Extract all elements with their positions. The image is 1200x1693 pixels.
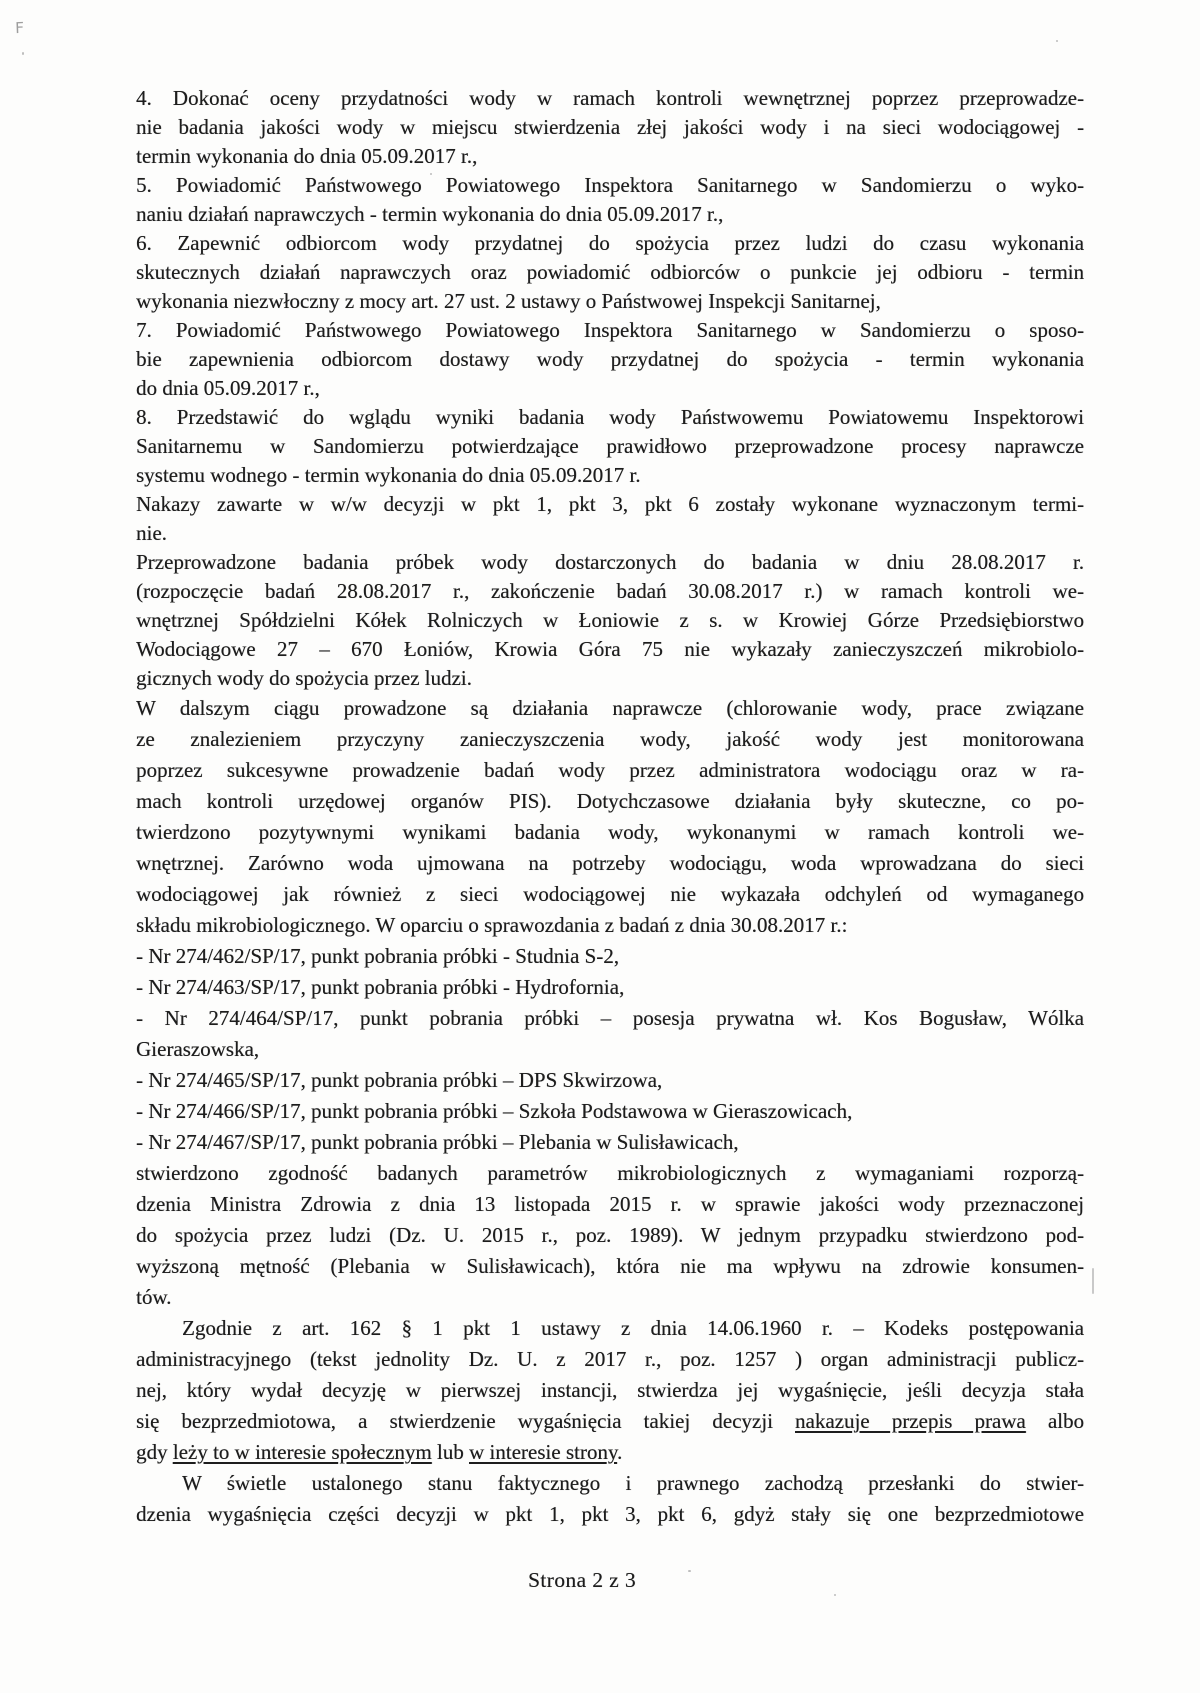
text-line-45 xyxy=(136,1406,1084,1437)
text-segment: W dalszym ciągu prowadzone są działania naprawcze (chlorowanie wody, prace związane xyxy=(136,696,1084,720)
text-line-21 xyxy=(136,664,1084,693)
scan-speck xyxy=(1092,1268,1094,1294)
text-segment: bie zapewnienia odbiorcom dostawy wody przydatnej do spożycia - termin wykonania xyxy=(136,347,1084,371)
text-line-13 xyxy=(136,432,1084,461)
text-segment: Zgodnie z art. 162 § 1 pkt 1 ustawy z dnia 14.06.1960 r. – Kodeks postępowania xyxy=(182,1316,1084,1340)
text-segment: - Nr 274/464/SP/17, punkt pobrania próbki – posesja prywatna wł. Kos Bogusław, Wólka xyxy=(136,1006,1084,1030)
text-line-36 xyxy=(136,1127,1084,1158)
text-segment: skutecznych działań naprawczych oraz powiadomić odbiorców o punkcie jej odbioru - termin xyxy=(136,260,1084,284)
scan-speck xyxy=(22,52,24,55)
text-line-25 xyxy=(136,786,1084,817)
text-segment: do dnia 05.09.2017 r., xyxy=(136,376,320,400)
text-line-27 xyxy=(136,848,1084,879)
text-line-28 xyxy=(136,879,1084,910)
text-line-17 xyxy=(136,548,1084,577)
text-line-38 xyxy=(136,1189,1084,1220)
text-segment: lub xyxy=(431,1440,470,1464)
text-segment: tów. xyxy=(136,1285,172,1309)
text-line-44 xyxy=(136,1375,1084,1406)
underlined-phrase: nakazuje przepis prawa xyxy=(795,1409,1026,1433)
text-segment: wnętrznej Spółdzielni Kółek Rolniczych w Łoniowie z s. w Krowiej Górze Przedsiębiorstwo xyxy=(136,608,1084,632)
text-line-19 xyxy=(136,606,1084,635)
text-line-40 xyxy=(136,1251,1084,1282)
text-segment: nej, który wydał decyzję w pierwszej instancji, stwierdza jej wygaśnięcie, jeśli decyzja stała xyxy=(136,1378,1084,1402)
text-line-8 xyxy=(136,287,1084,316)
text-line-32 xyxy=(136,1003,1084,1034)
text-line-5 xyxy=(136,200,1084,229)
text-segment: do spożycia przez ludzi (Dz. U. 2015 r., poz. 1989). W jednym przypadku stwierdzono pod- xyxy=(136,1223,1084,1247)
text-line-29 xyxy=(136,910,1084,941)
text-line-11 xyxy=(136,374,1084,403)
text-segment: albo xyxy=(1025,1409,1084,1433)
text-segment: wodociągowej jak również z sieci wodociągowej nie wykazała odchyleń od wymaganego xyxy=(136,882,1084,906)
text-line-42 xyxy=(136,1313,1084,1344)
text-line-47 xyxy=(136,1468,1084,1499)
scan-speck xyxy=(834,1594,836,1596)
text-segment: - Nr 274/463/SP/17, punkt pobrania próbki - Hydrofornia, xyxy=(136,975,625,999)
text-segment: dzenia Ministra Zdrowia z dnia 13 listopada 2015 r. w sprawie jakości wody przeznaczonej xyxy=(136,1192,1084,1216)
text-segment: twierdzono pozytywnymi wynikami badania wody, wykonanymi w ramach kontroli we- xyxy=(136,820,1084,844)
text-line-10 xyxy=(136,345,1084,374)
scan-artifact-corner-mark: F xyxy=(14,18,24,38)
text-segment: 7. Powiadomić Państwowego Powiatowego Inspektora Sanitarnego w Sandomierzu o sposo- xyxy=(136,318,1084,342)
text-segment: - Nr 274/466/SP/17, punkt pobrania próbki – Szkoła Podstawowa w Gieraszowicach, xyxy=(136,1099,853,1123)
text-segment: 4. Dokonać oceny przydatności wody w ramach kontroli wewnętrznej poprzez przeprowadze- xyxy=(136,86,1084,110)
text-line-35 xyxy=(136,1096,1084,1127)
text-line-1 xyxy=(136,84,1084,113)
text-segment: Sanitarnemu w Sandomierzu potwierdzające prawidłowo przeprowadzone procesy naprawcze xyxy=(136,434,1084,458)
text-line-34 xyxy=(136,1065,1084,1096)
text-segment: nie badania jakości wody w miejscu stwierdzenia złej jakości wody i na sieci wodociągowej - xyxy=(136,115,1084,139)
text-line-4 xyxy=(136,171,1084,200)
text-line-30 xyxy=(136,941,1084,972)
text-segment: wnętrznej. Zarówno woda ujmowana na potrzeby wodociągu, woda wprowadzana do sieci xyxy=(136,851,1084,875)
text-line-43 xyxy=(136,1344,1084,1375)
text-segment: administracyjnego (tekst jednolity Dz. U. z 2017 r., poz. 1257 ) organ administracji publicz- xyxy=(136,1347,1084,1371)
text-segment: poprzez sukcesywne prowadzenie badań wody przez administratora wodociągu oraz w ra- xyxy=(136,758,1084,782)
text-segment: gicznych wody do spożycia przez ludzi. xyxy=(136,666,472,690)
text-line-16 xyxy=(136,519,1084,548)
text-line-31 xyxy=(136,972,1084,1003)
text-line-41 xyxy=(136,1282,1084,1313)
document-body xyxy=(136,84,1084,1530)
text-segment: - Nr 274/465/SP/17, punkt pobrania próbki – DPS Skwirzowa, xyxy=(136,1068,663,1092)
text-line-9 xyxy=(136,316,1084,345)
text-segment: Nakazy zawarte w w/w decyzji w pkt 1, pkt 3, pkt 6 zostały wykonane wyznaczonym termi- xyxy=(136,492,1084,516)
text-segment: Gieraszowska, xyxy=(136,1037,260,1061)
text-segment: Przeprowadzone badania próbek wody dostarczonych do badania w dniu 28.08.2017 r. xyxy=(136,550,1084,574)
page-number: Strona 2 z 3 xyxy=(527,1568,637,1592)
text-segment: - Nr 274/462/SP/17, punkt pobrania próbki - Studnia S-2, xyxy=(136,944,619,968)
text-line-33 xyxy=(136,1034,1084,1065)
text-line-48 xyxy=(136,1499,1084,1530)
text-segment: gdy xyxy=(136,1440,173,1464)
text-line-14 xyxy=(136,461,1084,490)
text-segment: 6. Zapewnić odbiorcom wody przydatnej do spożycia przez ludzi do czasu wykonania xyxy=(136,231,1084,255)
text-segment: dzenia wygaśnięcia części decyzji w pkt 1, pkt 3, pkt 6, gdyż stały się one bezprzedmiotowe xyxy=(136,1502,1084,1526)
text-segment: mach kontroli urzędowej organów PIS). Dotychczasowe działania były skuteczne, co po- xyxy=(136,789,1084,813)
text-segment: systemu wodnego - termin wykonania do dnia 05.09.2017 r. xyxy=(136,463,641,487)
text-line-12 xyxy=(136,403,1084,432)
text-line-22 xyxy=(136,693,1084,724)
text-segment: wyższoną mętność (Plebania w Sulisławicach), która nie ma wpływu na zdrowie konsumen- xyxy=(136,1254,1084,1278)
text-segment: się bezprzedmiotowa, a stwierdzenie wygaśnięcia takiej decyzji xyxy=(136,1409,795,1433)
text-line-3 xyxy=(136,142,1084,171)
text-line-6 xyxy=(136,229,1084,258)
text-segment: ze znalezieniem przyczyny zanieczyszczenia wody, jakość wody jest monitorowana xyxy=(136,727,1084,751)
text-line-2 xyxy=(136,113,1084,142)
text-segment: Wodociągowe 27 – 670 Łoniów, Krowia Góra 75 nie wykazały zanieczyszczeń mikrobiolo- xyxy=(136,637,1084,661)
text-segment: nie. xyxy=(136,521,167,545)
text-segment: wykonania niezwłoczny z mocy art. 27 ust. 2 ustawy o Państwowej Inspekcji Sanitarnej, xyxy=(136,289,881,313)
text-segment: naniu działań naprawczych - termin wykonania do dnia 05.09.2017 r., xyxy=(136,202,724,226)
text-line-46 xyxy=(136,1437,1084,1468)
text-segment: składu mikrobiologicznego. W oparciu o sprawozdania z badań z dnia 30.08.2017 r.: xyxy=(136,913,848,937)
text-segment: W świetle ustalonego stanu faktycznego i prawnego zachodzą przesłanki do stwier- xyxy=(182,1471,1084,1495)
text-line-24 xyxy=(136,755,1084,786)
text-segment: stwierdzono zgodność badanych parametrów mikrobiologicznych z wymaganiami rozporzą- xyxy=(136,1161,1084,1185)
text-line-20 xyxy=(136,635,1084,664)
text-segment: . xyxy=(616,1440,623,1464)
text-line-7 xyxy=(136,258,1084,287)
text-line-23 xyxy=(136,724,1084,755)
text-segment: 8. Przedstawić do wglądu wyniki badania wody Państwowemu Powiatowemu Inspektorowi xyxy=(136,405,1084,429)
text-segment: (rozpoczęcie badań 28.08.2017 r., zakończenie badań 30.08.2017 r.) w ramach kontroli we- xyxy=(136,579,1084,603)
scan-speck xyxy=(1056,40,1058,42)
underlined-phrase: leży to w interesie społecznym xyxy=(172,1440,432,1464)
text-line-37 xyxy=(136,1158,1084,1189)
text-segment: termin wykonania do dnia 05.09.2017 r., xyxy=(136,144,478,168)
text-segment: 5. Powiadomić Państwowego Powiatowego Inspektora Sanitarnego w Sandomierzu o wyko- xyxy=(136,173,1084,197)
text-line-39 xyxy=(136,1220,1084,1251)
text-segment: - Nr 274/467/SP/17, punkt pobrania próbki – Plebania w Sulisławicach, xyxy=(136,1130,739,1154)
text-line-18 xyxy=(136,577,1084,606)
underlined-phrase: w interesie strony xyxy=(469,1440,617,1464)
text-line-26 xyxy=(136,817,1084,848)
text-line-15 xyxy=(136,490,1084,519)
